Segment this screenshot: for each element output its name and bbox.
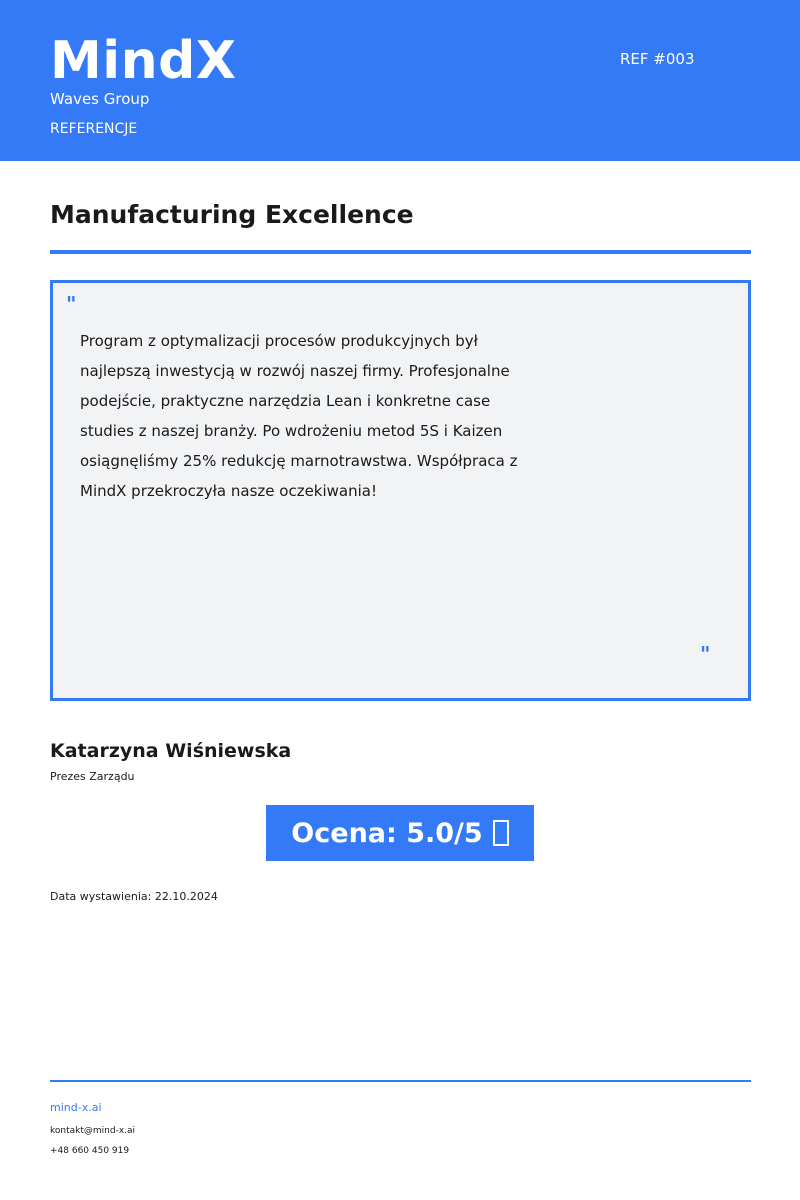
title-divider	[50, 250, 751, 254]
reference-number: REF #003	[620, 50, 695, 68]
testimonial-box	[50, 280, 751, 701]
rating-badge	[266, 805, 534, 861]
rating-label: Ocena: 5.0/5	[291, 817, 483, 849]
footer-phone: +48 660 450 919	[50, 1146, 130, 1156]
missing-glyph-icon	[493, 820, 509, 846]
footer-website-link[interactable]: mind-x.ai	[50, 1101, 102, 1114]
issue-date: Data wystawienia: 22.10.2024	[50, 890, 218, 903]
close-quote-icon: "	[700, 642, 711, 666]
footer-email-link[interactable]: kontakt@mind-x.ai	[50, 1126, 136, 1136]
brand-group: Waves Group	[50, 90, 150, 108]
author-name: Katarzyna Wiśniewska	[50, 740, 292, 762]
header-banner	[0, 0, 800, 161]
footer-divider	[50, 1080, 751, 1082]
open-quote-icon: "	[66, 292, 77, 316]
page-title: Manufacturing Excellence	[50, 200, 414, 229]
brand-name: MindX	[50, 31, 237, 91]
document-type: REFERENCJE	[50, 121, 138, 137]
author-role: Prezes Zarządu	[50, 770, 135, 783]
testimonial-text: Program z optymalizacji procesów produkcyjnych był najlepszą inwestycją w rozwój naszej firmy. Profesjonalne podejście, praktyczne narzędzia Lean i konkretne case studies z naszej branży. Po wdrożeniu metod 5S i Kaizen osiągnęliśmy 25% redukcję marnotrawstwa. Współpraca z MindX przekroczyła nasze oczekiwania!	[80, 332, 518, 500]
